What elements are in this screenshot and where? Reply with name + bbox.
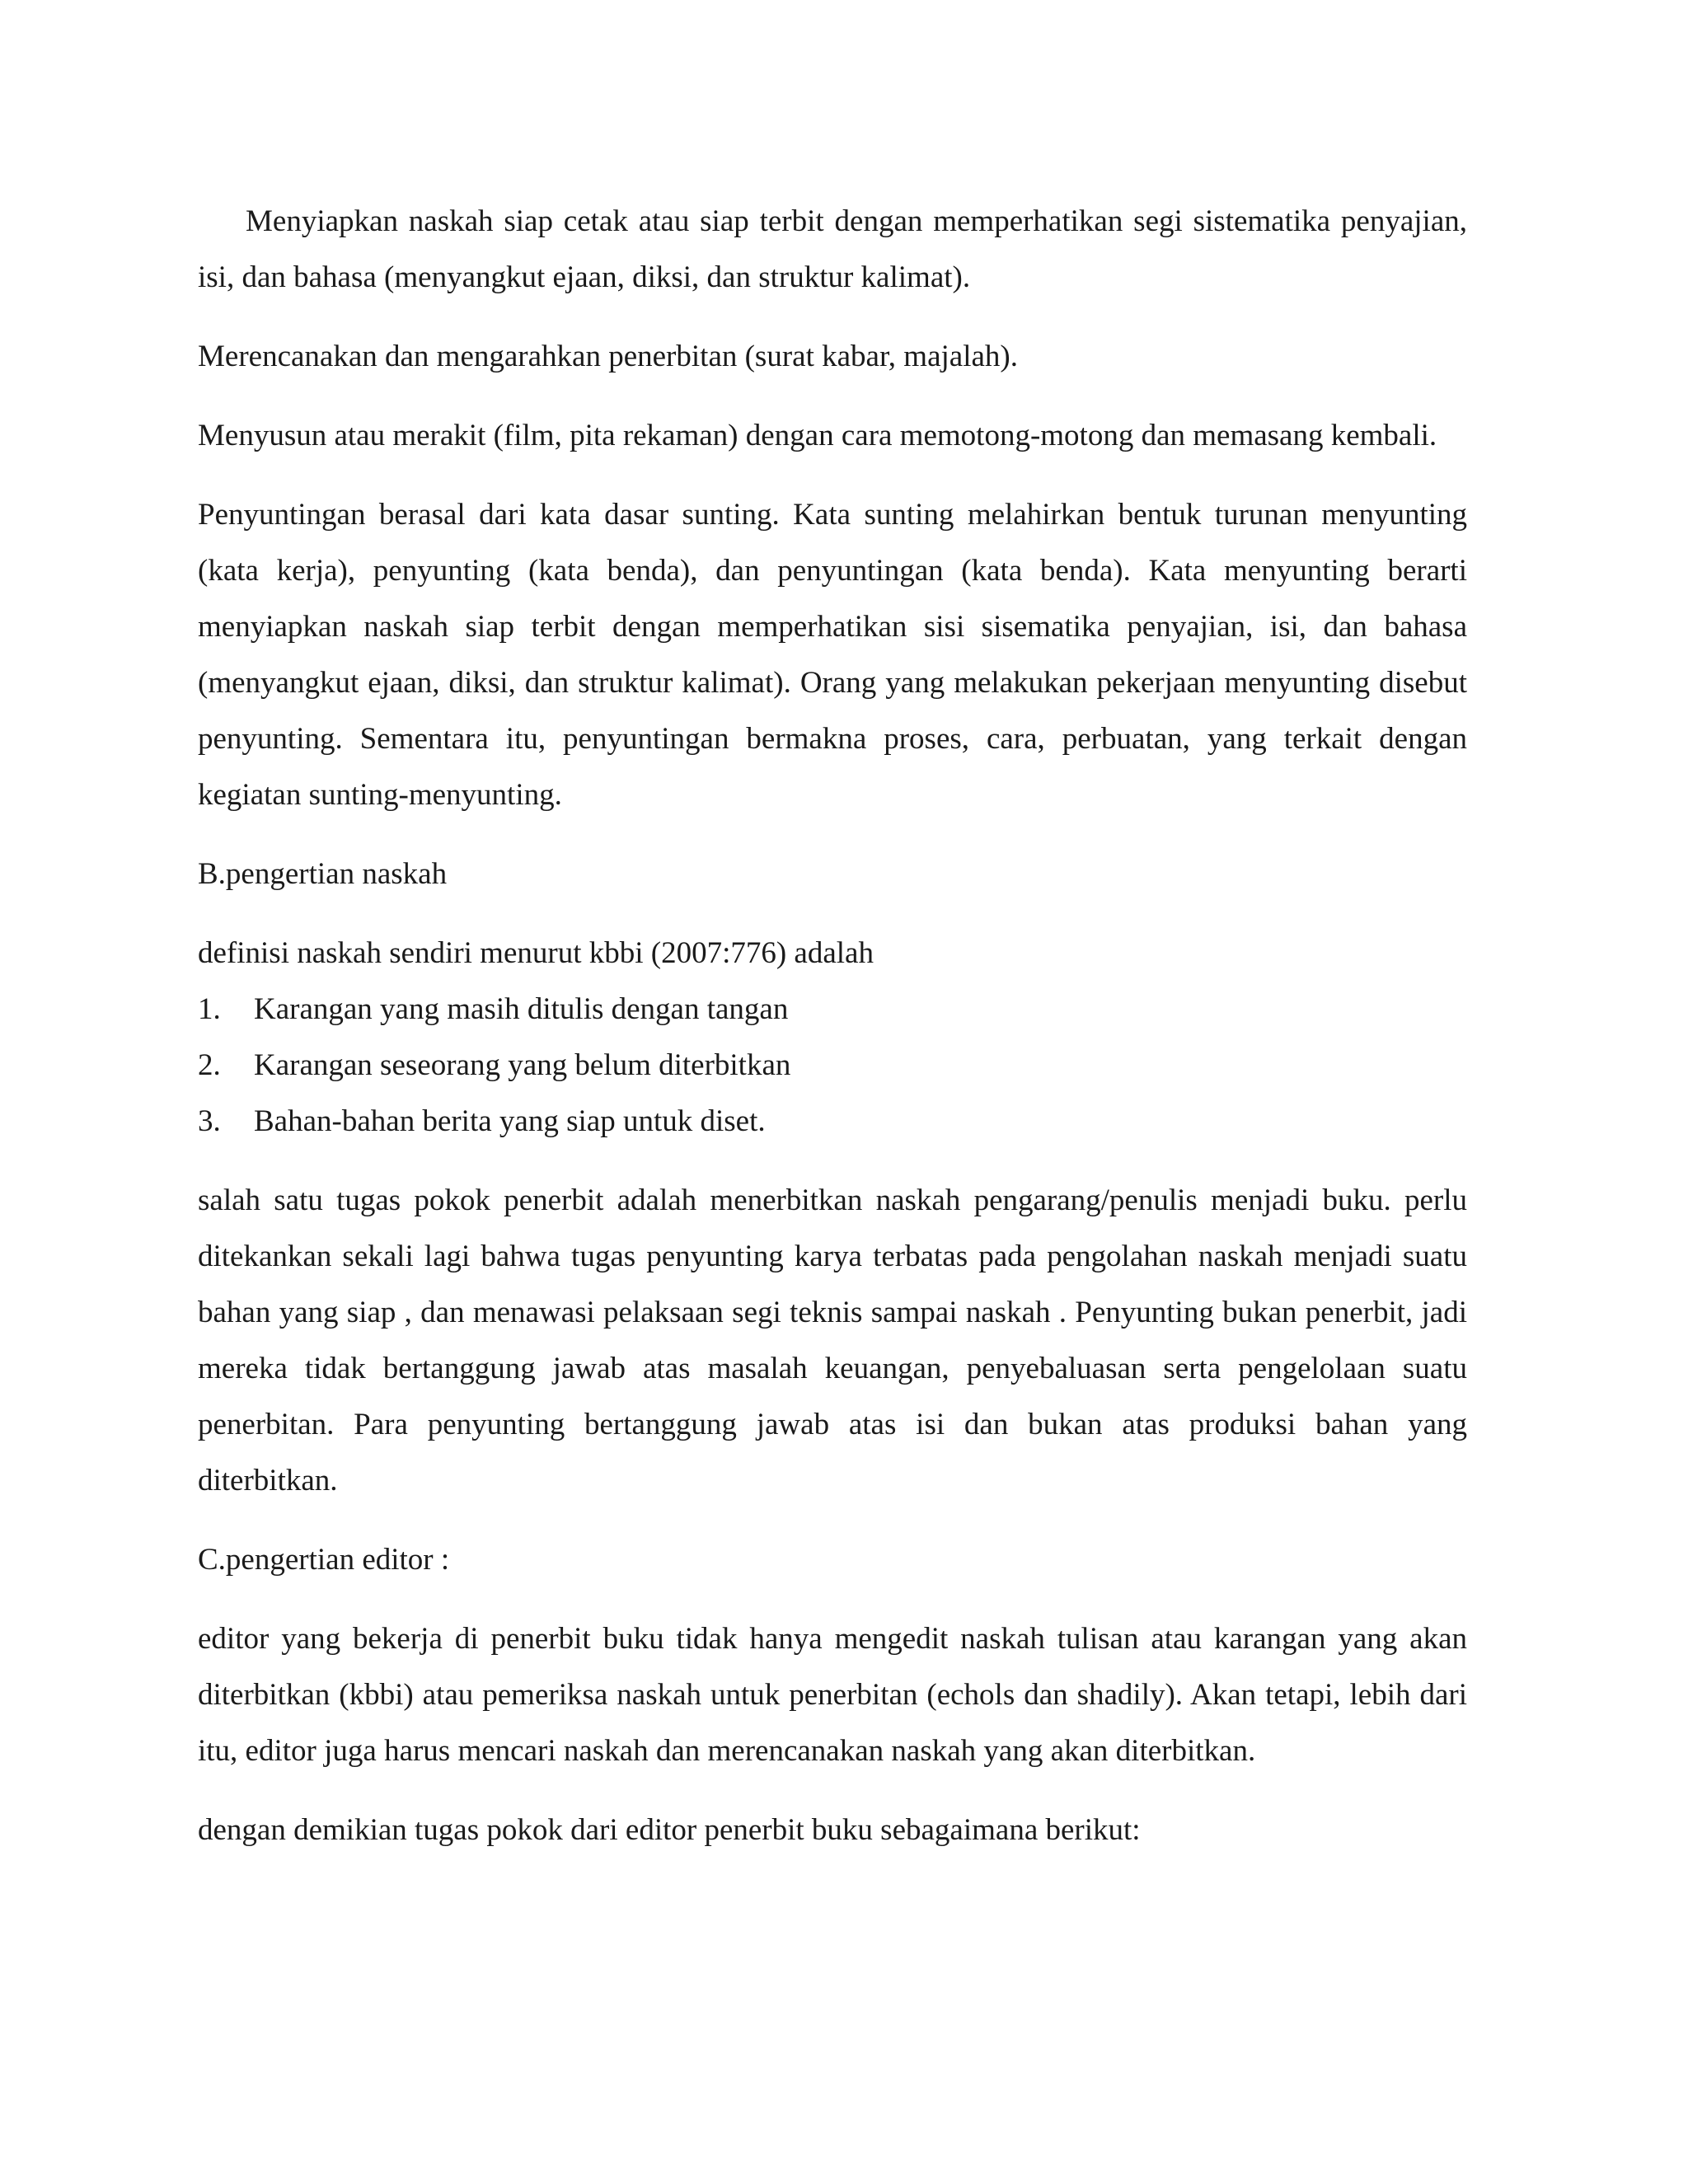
list-item-number: 1. xyxy=(198,992,221,1026)
list-item-text: Karangan yang masih ditulis dengan tangan xyxy=(254,992,789,1026)
list-item xyxy=(198,1038,1467,1094)
definition-intro: definisi naskah sendiri menurut kbbi (2007:776) adalah xyxy=(198,936,874,970)
section-c-heading: C.pengertian editor : xyxy=(198,1543,450,1577)
list-item-text: Bahan-bahan berita yang siap untuk diset. xyxy=(254,1104,766,1138)
paragraph-closing: dengan demikian tugas pokok dari editor penerbit buku sebagaimana berikut: xyxy=(198,1813,1141,1847)
paragraph-menyusun: Menyusun atau merakit (film, pita rekaman) dengan cara memotong-motong dan memasang kembali. xyxy=(198,419,1437,452)
paragraph-tugas-penerbit: salah satu tugas pokok penerbit adalah menerbitkan naskah pengarang/penulis menjadi buku. perlu ditekankan sekali lagi bahwa tugas penyunting karya terbatas pada pengolahan naskah menjadi suatu bahan yang siap , dan menawasi pelaksaan segi teknis sampai naskah . Penyunting bukan penerbit, jadi mereka tidak bertanggung jawab atas masalah keuangan, penyebaluasan serta pengelolaan suatu penerbitan. Para penyunting bertanggung jawab atas isi dan bukan atas produksi bahan yang diterbitkan. xyxy=(198,1183,1467,1497)
list-item-number: 2. xyxy=(198,1048,221,1082)
section-b-heading: B.pengertian naskah xyxy=(198,857,448,891)
list-item xyxy=(198,982,1467,1038)
document-body xyxy=(198,194,1467,1882)
definition-list xyxy=(198,982,1467,1150)
list-item-number: 3. xyxy=(198,1104,221,1138)
list-item xyxy=(198,1094,1467,1150)
paragraph-editor: editor yang bekerja di penerbit buku tidak hanya mengedit naskah tulisan atau karangan yang akan diterbitkan (kbbi) atau pemeriksa naskah untuk penerbitan (echols dan shadily). Akan tetapi, lebih dari itu, editor juga harus mencari naskah dan merencanakan naskah yang akan diterbitkan. xyxy=(198,1622,1467,1768)
paragraph-menyiapkan: Menyiapkan naskah siap cetak atau siap terbit dengan memperhatikan segi sistematika penyajian, isi, dan bahasa (menyangkut ejaan, diksi, dan struktur kalimat). xyxy=(198,204,1467,294)
paragraph-merencanakan: Merencanakan dan mengarahkan penerbitan (surat kabar, majalah). xyxy=(198,340,1018,373)
list-item-text: Karangan seseorang yang belum diterbitkan xyxy=(254,1048,791,1082)
paragraph-penyuntingan: Penyuntingan berasal dari kata dasar sunting. Kata sunting melahirkan bentuk turunan menyunting (kata kerja), penyunting (kata benda), dan penyuntingan (kata benda). Kata menyunting berarti menyiapkan naskah siap terbit dengan memperhatikan sisi sisematika penyajian, isi, dan bahasa (menyangkut ejaan, diksi, dan struktur kalimat). Orang yang melakukan pekerjaan menyunting disebut penyunting. Sementara itu, penyuntingan bermakna proses, cara, perbuatan, yang terkait dengan kegiatan sunting-menyunting. xyxy=(198,498,1467,812)
